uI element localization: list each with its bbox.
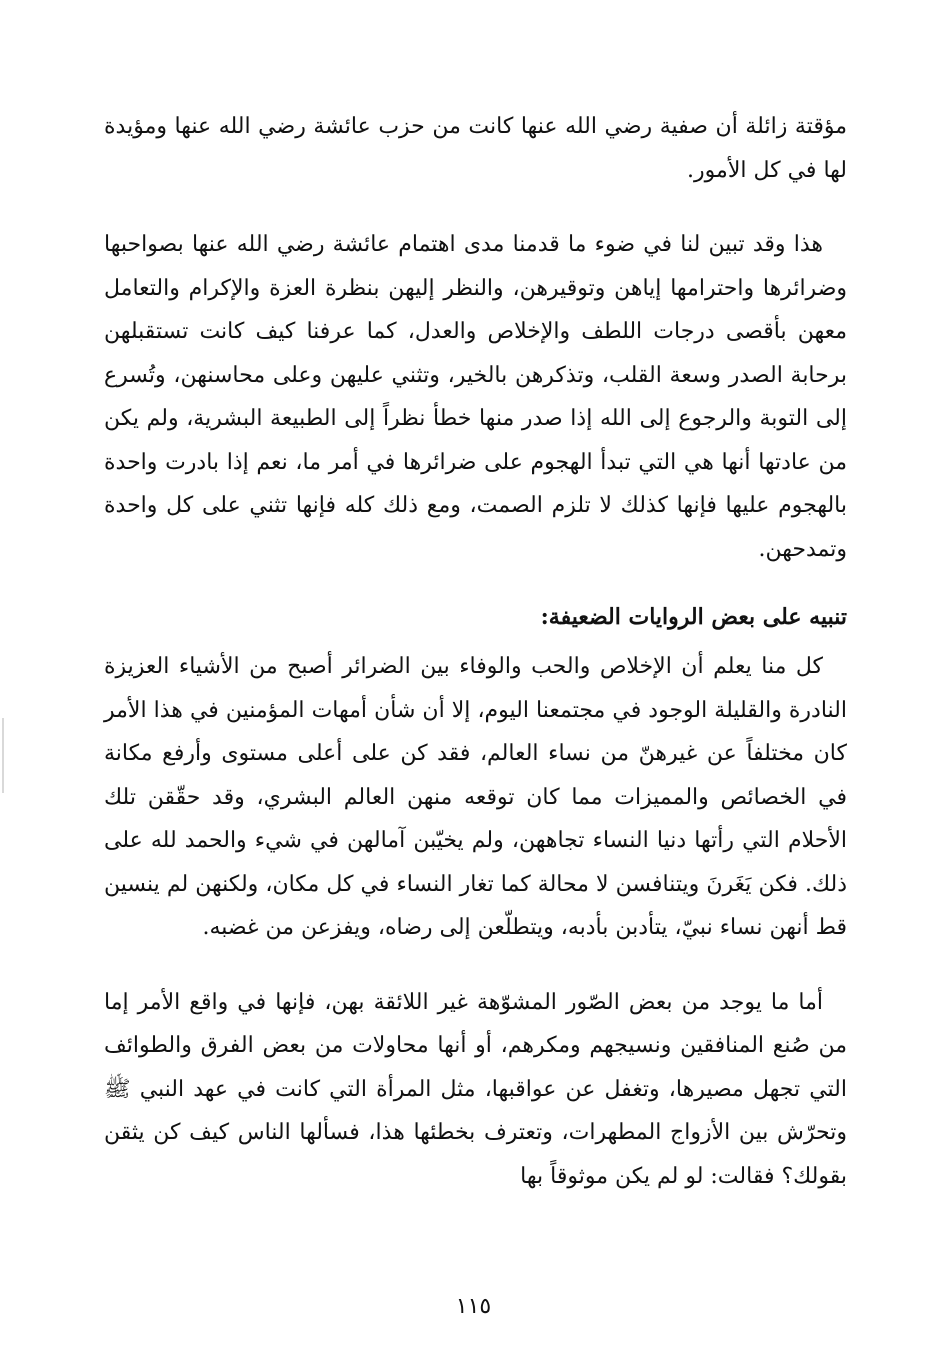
section-heading: تنبيه على بعض الروايات الضعيفة:	[540, 604, 847, 630]
paragraph-distorted-images: أما ما يوجد من بعض الصّور المشوّهة غير اللائقة بهن، فإنها في واقع الأمر إما من صُنع المنافقين ونسيجهم ومكرهم، أو أنها محاولات من بعض الفرق والطوائف التي تجهل مصيرها، وتغفل عن عواقبها، مثل المرأة التي كانت في عهد النبي ﷺ وتحرّش بين الأزواج المطهرات، وتعترف بخطئها هذا، فسألها الناس كيف كن يثقن بقولك؟ فقالت: لو لم يكن موثوقاً بها	[104, 989, 847, 1189]
page-number: ١١٥	[455, 1294, 492, 1319]
scan-edge-mark	[2, 718, 4, 793]
paragraph-mothers-of-believers: كل منا يعلم أن الإخلاص والحب والوفاء بين الضرائر أصبح من الأشياء العزيزة النادرة والقليلة الوجود في مجتمعنا اليوم، إلا أن شأن أمهات المؤمنين في هذا الأمر كان مختلفاً عن غيرهنّ من نساء العالم، فقد كن على أعلى مستوى وأرفع مكانة في الخصائص والمميزات مما كان توقعه منهن العالم البشري، وقد حقّقن تلك الأحلام التي رأتها دنيا النساء تجاههن، ولم يخيّبن آمالهن في شيء والحمد لله على ذلك. فكن يَغَرنَ ويتنافسن لا محالة كما تغار النساء في كل مكان، ولكنهن لم ينسين قط أنهن نساء نبيّ، يتأدبن بأدبه، ويتطلّعن إلى رضاه، ويفزعن من غضبه.	[104, 654, 847, 940]
page-body	[104, 105, 847, 1198]
paragraph-aisha-co-wives: هذا وقد تبين لنا في ضوء ما قدمنا مدى اهتمام عائشة رضي الله عنها بصواحبها وضرائرها واحترامها إياهن وتوقيرهن، والنظر إليهن بنظرة العزة والإكرام والتعامل معهن بأقصى درجات اللطف والإخلاص والعدل، كما عرفنا كيف كانت تستقبلهن برحابة الصدر وسعة القلب، وتذكرهن بالخير، وتثني عليهن وعلى محاسنهن، وتُسرع إلى التوبة والرجوع إلى الله إذا صدر منها خطأ نظراً إلى الطبيعة البشرية، ولم يكن من عادتها أنها هي التي تبدأ الهجوم على ضرائرها في أمر ما، نعم إذا بادرت واحدة بالهجوم عليها فإنها كذلك لا تلزم الصمت، ومع ذلك كله فإنها تثني على كل واحدة وتمدحهن.	[104, 232, 847, 562]
paragraph-continuation: مؤقتة زائلة أن صفية رضي الله عنها كانت من حزب عائشة رضي الله عنها ومؤيدة لها في كل الأمور.	[104, 114, 847, 183]
